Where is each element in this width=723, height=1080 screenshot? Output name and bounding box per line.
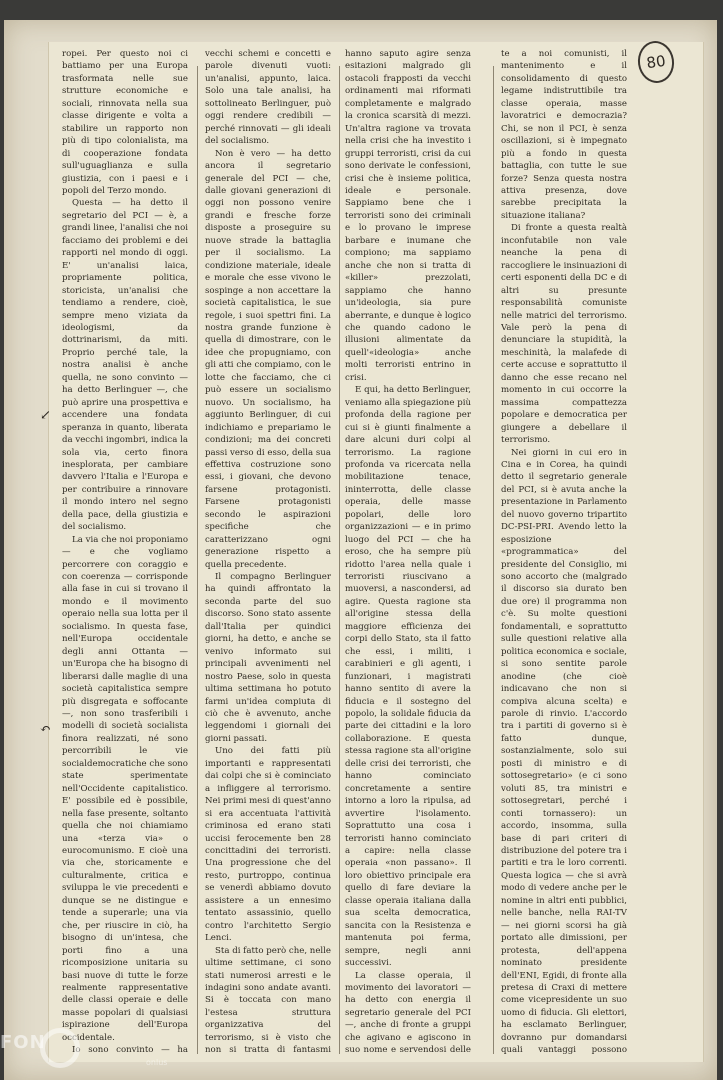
paragraph: Nei giorni in cui ero in Cina e in Corea, ha quindi detto il segretario generale del PCI, si è avuta anche la presentazione in Parlamento del nuovo governo tripartito DC-PSI-PRI. Avendo letto la esposizione «programmatica» del presidente del Consiglio, mi sono accorto che (malgrado il discorso sia durato ben due ore) il programma non c'è. Su molte questioni fondamentali, e soprattutto sulle questioni relative alla politica economica e sociale, si sono sentite parole anodine (che cioè indicavano che non si compiva alcuna scelta) e parole di rinvio. L'accordo tra i partiti di governo si è fatto dunque, sostanzialmente, solo sui posti di ministro e di sottosegretario» (e ci sono voluti 85, tra ministri e sottosegretari, perché i conti tornassero): un accordo, insomma, sulla base di pari criteri di distribuzione del potere tra i partiti e tra le loro correnti. Questa logica — che si avrà modo di vedere anche per le nomine in altri enti pubblici, nelle banche, nella RAI-TV — nei giorni scorsi ha già portato alle dimissioni, per protesta, dell'appena nominato presidente dell'ENI, Egidi, di fronte alla pretesa di Craxi di mettere come vicepresidente un suo uomo di fiducia. Gli elettori, ha esclamato Berlinguer, dovranno pur domandarsi quali vantaggi possono: [501, 447, 627, 1054]
paragraph: Questa — ha detto il segretario del PCI — è, a grandi linee, l'analisi che noi facciamo dei problemi e dei rapporti nel mondo di oggi. E' un'analisi laica, propriamente politica, storicista, un'analisi che tendiamo a rendere, cioè, sempre meno viziata da ideologismi, da dottrinarismi, da miti. Proprio perché tale, la nostra analisi è anche quella, ne sono convinto — ha detto Berlinguer —, che può aprire una prospettiva e accendere una fondata speranza in quanto, liberata da vecchi ingombri, indica la sola via, certo finora inesplorata, per cambiare davvero l'Italia e l'Europa e per contribuire a rinnovare il mondo intero nel segno della pace, della giustizia e del socialismo.: [62, 198, 188, 533]
paragraph: Non è vero — ha detto ancora il segretario generale del PCI — che, dalle giovani generazioni di oggi non possono venire grandi e fresche forze disposte a proseguire su nuove strade la battaglia per il socialismo. La condizione materiale, ideale e morale che esse vivono le sospinge a non accettare la società capitalistica, le sue regole, i suoi spettri fini. La nostra grande funzione è quella di dimostrare, con le idee che propugniamo, con gli atti che compiamo, con le lotte che facciamo, che ci può essere un socialismo nuovo. Un socialismo, ha aggiunto Berlinguer, di cui indichiamo e prepariamo le condizioni; ma dei concreti passi verso di esso, della sua effettiva costruzione sono essi, i giovani, che devono farsene protagonisti. Farsene protagonisti secondo le aspirazioni specifiche che caratterizzano ogni generazione rispetto a quella precedente.: [205, 148, 331, 570]
paragraph: vecchi schemi e concetti e parole divenuti vuoti: un'analisi, appunto, laica. Solo una tale analisi, ha sottolineato Berlinguer, può oggi rendere credibili — perché rinnovati — gli ideali del socialismo.: [205, 49, 331, 147]
paragraph: La via che noi proponiamo — e che vogliamo percorrere con coraggio e con coerenza — corrisponde alla fase in cui si trovano il mondo e il movimento operaio nella sua lotta per il socialismo. In questa fase, nell'Europa occidentale degli anni Ottanta — un'Europa che ha bisogno di liberarsi dalle maglie di una società capitalistica sempre più disgregata e soffocante —, non sono trasferibili i modelli di società socialista finora realizzati, né sono percorribili le vie socialdemocratiche che sono state sperimentate nell'Occidente capitalistico. E' possibile ed è possibile, nella fase presente, soltanto quella che noi chiamiamo una «terza via» o eurocomunismo. E cioè una via che, storicamente e culturalmente, critica e sviluppa le vie precedenti e dunque se ne distingue e tende a superarle; una via che, per riuscire in ciò, ha bisogno di un'intesa, che porti fino a una ricomposizione unitaria su basi nuove di tutte le forze realmente rappresentative delle classi operaie e delle masse popolari di qualsiasi ispirazione dell'Europa occidentale.: [62, 534, 188, 1043]
archive-watermark: FON: [0, 1032, 46, 1053]
paragraph: Il compagno Berlinguer ha quindi affrontato la seconda parte del suo discorso. Sono stato assente dall'Italia per quindici giorni, ha detto, e anche se venivo informato sui principali avvenimenti nel nostro Paese, solo in questa ultima settimana ho potuto farmi un'idea compiuta di ciò che è avvenuto, anche leggendomi i giornali dei giorni passati.: [205, 572, 331, 744]
paragraph: E qui, ha detto Berlinguer, veniamo alla spiegazione più profonda della ragione per cui si è giunti finalmente a dare alcuni duri colpi al terrorismo. La ragione profonda va ricercata nella mobilitazione tenace, ininterrotta, delle classe operaia, delle masse popolari, delle loro organizzazioni — e in primo luogo del PCI — che ha eroso, che ha sempre più ridotto l'area nella quale i terroristi riuscivano a muoversi, a nascondersi, ad agire. Questa ragione sta all'origine stessa della maggiore efficienza dei corpi dello Stato, sta il fatto che essi, i militi, i carabinieri e gli agenti, i funzionari, i magistrati hanno sentito di avere la fiducia e il sostegno del popolo, la solidale fiducia da parte dei cittadini e la loro collaborazione. E questa stessa ragione sta all'origine delle crisi dei terroristi, che hanno cominciato concretamente a sentire intorno a loro la ripulsa, ad avvertire l'isolamento. Soprattutto una cosa i terroristi hanno cominciato a capire: nella classe operaia «non passano». Il loro obiettivo principale era quello di fare deviare la classe operaia italiana dalla sua scelta democratica, sancita con la Resistenza e mantenuta poi ferma, sempre, negli anni successivi.: [345, 385, 471, 969]
column-rule: [493, 66, 494, 1054]
page-number: 80: [635, 39, 676, 86]
paragraph: ropei. Per questo noi ci battiamo per una Europa trasformata nelle sue strutture economiche e sociali, rinnovata nella sua classe dirigente e volta a stabilire un rapporto non più di tipo colonialista, ma di cooperazione fondata sull'uguaglianza e sulla giustizia, con i paesi e i popoli del Terzo mondo.: [62, 49, 188, 196]
paragraph: Uno dei fatti più importanti e rappresentati dai colpi che si è cominciato a infliggere al terrorismo. Nei primi mesi di quest'anno si era accentuata l'attività criminosa ed erano stati uccisi ferocemente ben 28 concittadini dei terroristi. Una progressione che del resto, purtroppo, continua se venerdì abbiamo dovuto assistere a un ennesimo tentato assassinio, quello contro l'architetto Sergio Lenci.: [205, 746, 331, 944]
article-column-1: [62, 48, 188, 1054]
paragraph: te a noi comunisti, il mantenimento e il consolidamento di questo legame indistruttibile tra classe operaia, masse lavoratrici e democrazia? Chi, se non il PCI, è senza oscillazioni, si è impegnato più a fondo in questa battaglia, con tutte le sue forze? Senza questa nostra attiva presenza, dove sarebbe precipitata la situazione italiana?: [501, 49, 627, 221]
article-column-3: [345, 48, 471, 1054]
paragraph: hanno saputo agire senza esitazioni malgrado gli ostacoli frapposti da vecchi ordinamenti mai riformati completamente e malgrado la cronica scarsità di mezzi. Un'altra ragione va trovata nella crisi che ha investito i gruppi terroristi, crisi da cui sono derivate le confessioni, crisi che è insieme politica, ideale e personale. Sappiamo bene che i terroristi sono dei criminali e lo provano le imprese barbare e inumane che compiono; ma sappiamo anche che non si tratta di «killer» prezzolati, sappiamo che hanno un'ideologia, sia pure aberrante, e dunque è logico che quando cadono le illusioni alimentate da quell'«ideologia» anche molti terroristi entrino in crisi.: [345, 49, 471, 383]
watermark-logo-icon: [40, 1028, 80, 1068]
paragraph: Di fronte a questa realtà inconfutabile non vale neanche la pena di raccogliere le insinuazioni di certi esponenti della DC e di altri su presunte responsabilità comuniste nelle matrici del terrorismo. Vale però la pena di denunciare la stupidità, la meschinità, la malafede di certe accuse e soprattutto il danno che esse recano nel momento in cui occorre la massima compattezza popolare e democratica per giungere a debellare il terrorismo.: [501, 223, 627, 446]
margin-mark: ↙: [40, 408, 51, 423]
column-rule: [197, 66, 198, 1054]
paragraph: Sta di fatto però che, nelle ultime settimane, ci sono stati numerosi arresti e le indagini sono andate avanti. Si è toccata con mano l'estesa struttura organizzativa del terrorismo, si è visto che non si tratta di fantasmi: [205, 945, 331, 1054]
article-column-2: [205, 48, 331, 1054]
column-rule: [339, 66, 340, 1054]
watermark-caption: onlus: [146, 1058, 168, 1067]
margin-mark: ↶: [40, 722, 51, 737]
paragraph: La classe operaia, il movimento dei lavoratori — ha detto con energia il segretario generale del PCI —, anche di fronte a gruppi che agivano e agiscono in suo nome e servendosi delle: [345, 970, 471, 1054]
article-column-4: [501, 48, 627, 1054]
paragraph: Io sono convinto — ha: [72, 1045, 188, 1054]
